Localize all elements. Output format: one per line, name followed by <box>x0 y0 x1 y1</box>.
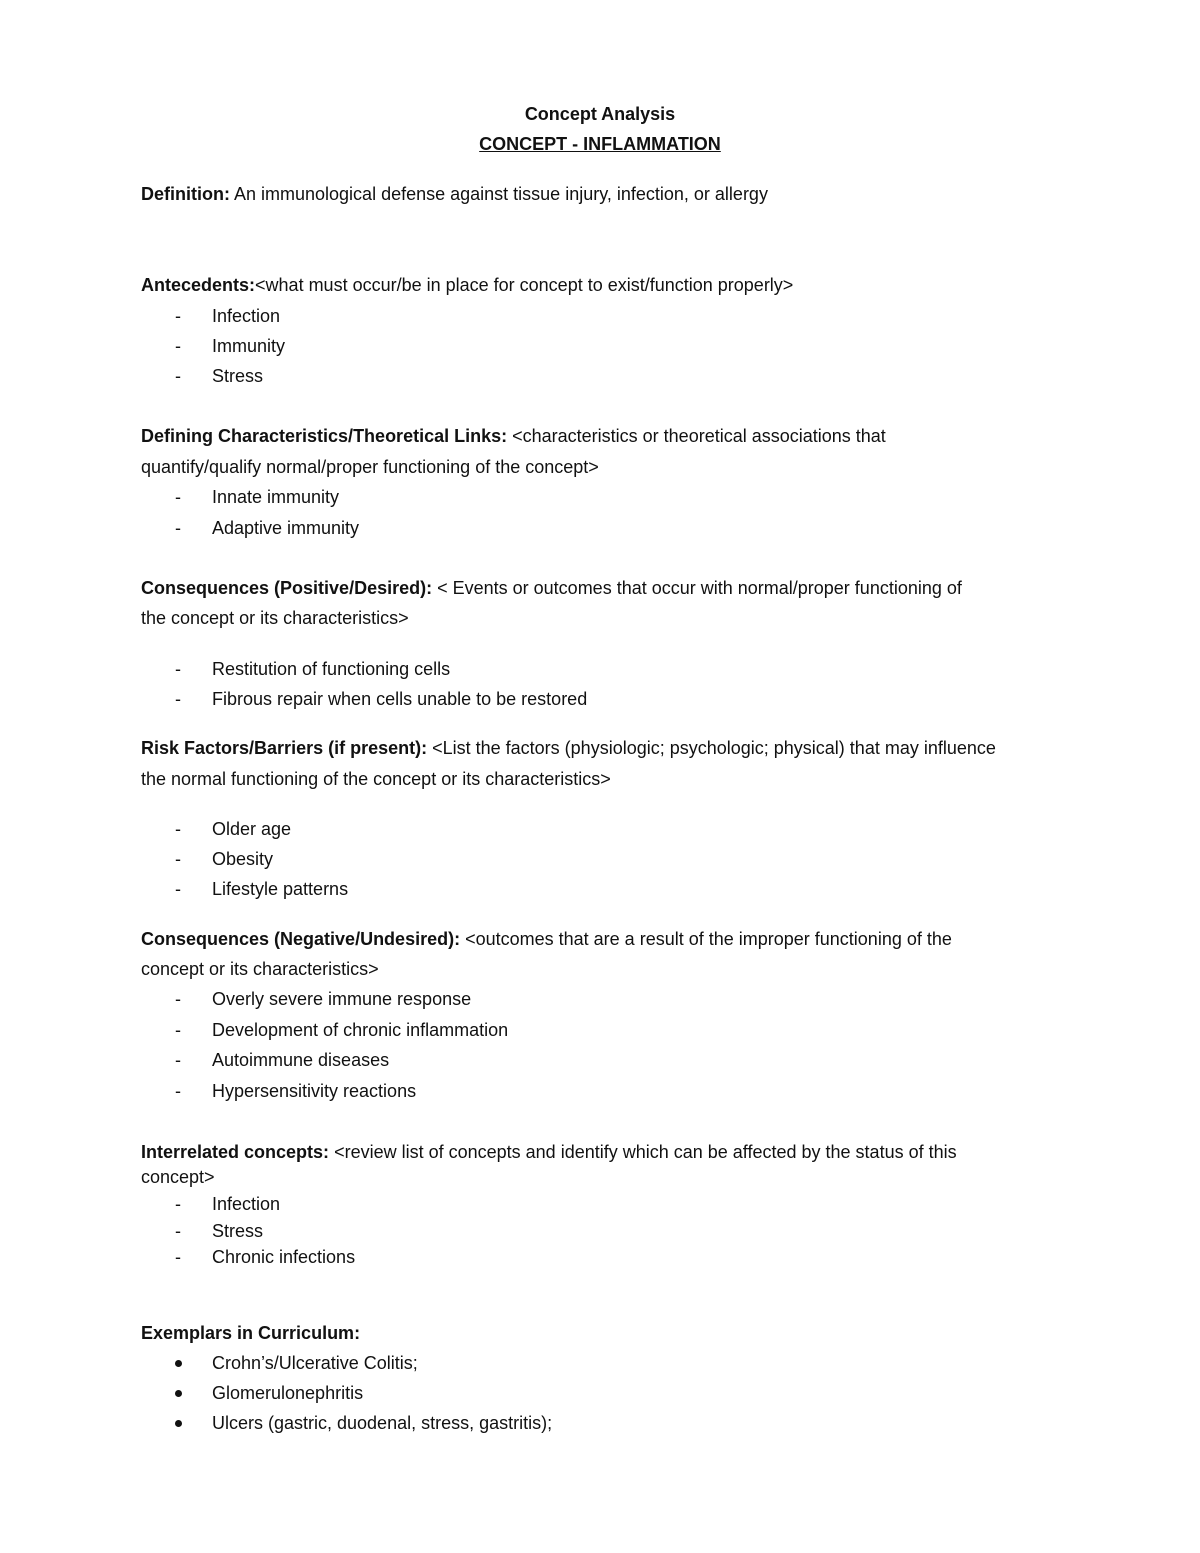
dash-marker: - <box>175 819 181 839</box>
definition-label: Definition: <box>141 184 230 204</box>
risk-label: Risk Factors/Barriers (if present): <box>141 738 428 758</box>
definition-text: An immunological defense against tissue injury, infection, or allergy <box>234 184 768 204</box>
dash-marker: - <box>175 689 181 709</box>
consequences-negative-label: Consequences (Negative/Undesired): <box>141 929 461 949</box>
bullet-icon <box>175 1381 195 1405</box>
antecedents-desc: <what must occur/be in place for concept to exist/function properly> <box>255 275 794 295</box>
consequences-negative-desc1: <outcomes that are a result of the improper functioning of the <box>465 929 952 949</box>
consequences-positive-label: Consequences (Positive/Desired): <box>141 578 433 598</box>
dash-marker: - <box>175 879 181 899</box>
dash-marker: - <box>175 659 181 679</box>
defining-desc2: quantify/qualify normal/proper functioning of the concept> <box>141 457 599 477</box>
dash-marker: - <box>175 989 181 1009</box>
dash-marker: - <box>175 1194 181 1214</box>
dash-marker: - <box>175 1081 181 1101</box>
defining-heading <box>141 424 886 448</box>
doc-title: Concept Analysis <box>524 104 676 124</box>
bullet-icon <box>175 1411 195 1435</box>
dash-marker: - <box>175 1050 181 1070</box>
dash-marker: - <box>175 1020 181 1040</box>
dash-marker: - <box>175 336 181 356</box>
interrelated-desc2: concept> <box>141 1167 215 1187</box>
doc-subtitle: CONCEPT - INFLAMMATION <box>479 134 721 154</box>
defining-label: Defining Characteristics/Theoretical Links: <box>141 426 508 446</box>
interrelated-heading <box>141 1140 957 1164</box>
dash-marker: - <box>175 366 181 386</box>
consequences-negative-heading <box>141 927 952 951</box>
consequences-positive-desc2: the concept or its characteristics> <box>141 608 409 628</box>
interrelated-desc1: <review list of concepts and identify which can be affected by the status of this <box>334 1142 957 1162</box>
definition-line <box>141 182 768 206</box>
dash-marker: - <box>175 1221 181 1241</box>
antecedents-heading <box>141 273 793 297</box>
dash-marker: - <box>175 1247 181 1267</box>
risk-desc2: the normal functioning of the concept or its characteristics> <box>141 769 611 789</box>
risk-heading <box>141 736 996 760</box>
dash-marker: - <box>175 306 181 326</box>
dash-marker: - <box>175 518 181 538</box>
consequences-negative-desc2: concept or its characteristics> <box>141 959 379 979</box>
dash-marker: - <box>175 487 181 507</box>
defining-desc1: <characteristics or theoretical associations that <box>512 426 886 446</box>
dash-marker: - <box>175 849 181 869</box>
consequences-positive-desc1: < Events or outcomes that occur with normal/proper functioning of <box>437 578 962 598</box>
risk-desc1: <List the factors (physiologic; psychologic; physical) that may influence <box>432 738 996 758</box>
antecedents-label: Antecedents: <box>141 275 256 295</box>
exemplars-label: Exemplars in Curriculum: <box>141 1323 361 1343</box>
bullet-icon <box>175 1351 195 1375</box>
interrelated-label: Interrelated concepts: <box>141 1142 330 1162</box>
consequences-positive-heading <box>141 576 962 600</box>
document-page: Concept Analysis CONCEPT - INFLAMMATION Definition: An immunological defense against tissue injury, infection, or allergy Antecedents:<what must occur/be in place for concept to exist/function properly> - Infection - Immunity - Stress Defining Characteristics/Theoretical Links: <characteristics or theoretical associations that quantify/qualify normal/proper functioning of the concept> - Innate immunity - Adaptive immunity Consequences (Positive/Desired): < Events or outcomes that occur with normal/proper functioning of the concept or its characteristics> - Restitution of functioning cells - Fibrous repair when cells unable to be restored Risk Factors/Barriers (if present): <List the factors (physiologic; psychologic; physical) that may influence the normal functioning of the concept or its characteristics> - Older age - Obesity - Lifestyle patterns Consequences (Negative/Undesired): <outcomes that are a result of the improper functioning of the concept or its characteristics> - Overly severe immune response - Development of chronic inflammation - Autoimmune diseases - Hypersensitivity reactions Interrelated concepts: <review list of concepts and identify which can be affected by the status of this concept> - Infection - Stress - Chronic infections Exemplars in Curriculum: Crohn’s/Ulcerative Colitis; Glomerulonephritis Ulcers (gastric, duodenal, stress, gastritis); <box>0 0 1200 1553</box>
